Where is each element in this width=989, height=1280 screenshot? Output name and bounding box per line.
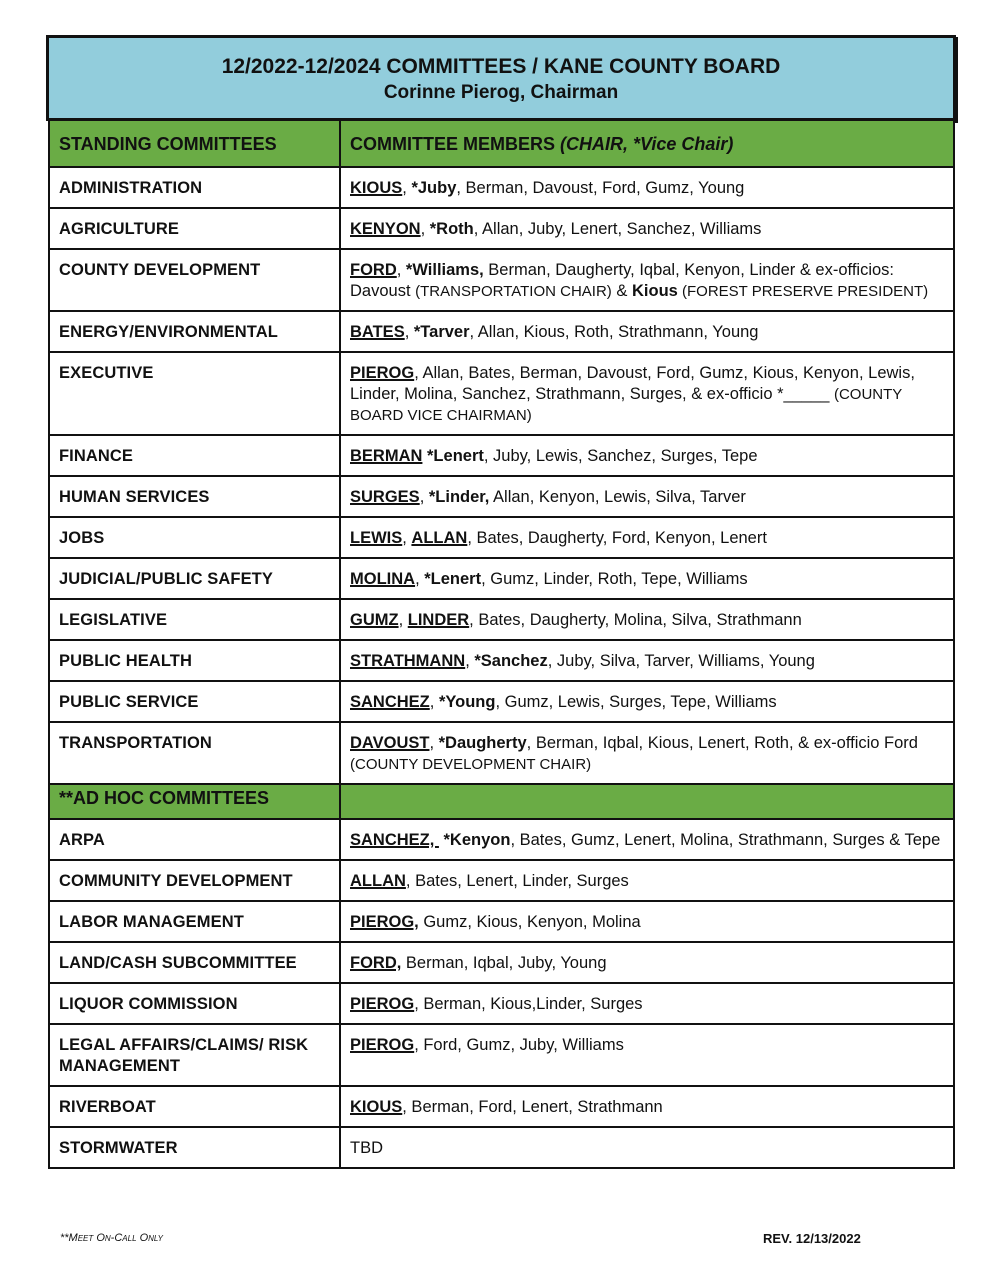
committee-row bbox=[49, 1024, 954, 1086]
vice-chair-name: *Linder, bbox=[428, 488, 490, 506]
committee-row bbox=[49, 983, 954, 1024]
committee-row bbox=[49, 167, 954, 208]
committee-row bbox=[49, 819, 954, 860]
committee-row bbox=[49, 1127, 954, 1168]
member-list: , Allan, Juby, Lenert, Sanchez, Williams bbox=[473, 220, 762, 238]
member-list: , Juby, Lewis, Sanchez, Surges, Tepe bbox=[483, 447, 758, 465]
committee-members bbox=[340, 311, 954, 352]
committee-members bbox=[340, 352, 954, 435]
separator: , bbox=[419, 488, 429, 506]
chair-name: KIOUS bbox=[350, 179, 403, 197]
committee-members bbox=[340, 681, 954, 722]
separator: , bbox=[404, 323, 414, 341]
co-chair-name: LINDER bbox=[407, 611, 470, 629]
member-list: , Bates, Daugherty, Molina, Silva, Strathmann bbox=[469, 611, 802, 629]
committee-name: HUMAN SERVICES bbox=[49, 476, 340, 517]
document-title: 12/2022-12/2024 COMMITTEES / KANE COUNTY BOARD bbox=[221, 55, 781, 78]
committee-name: PUBLIC SERVICE bbox=[49, 681, 340, 722]
committee-members bbox=[340, 722, 954, 784]
committee-members bbox=[340, 435, 954, 476]
member-list: , Allan, Kious, Roth, Strathmann, Young bbox=[469, 323, 759, 341]
member-list: Allan, Bates, Berman, Davoust, Ford, Gumz, Kious, Kenyon, Lewis, Linder, Molina, Sanchez, Strathmann, Surges, & ex-officio *_____ bbox=[350, 364, 915, 403]
committee-name: LAND/CASH SUBCOMMITTEE bbox=[49, 942, 340, 983]
committee-members bbox=[340, 1086, 954, 1127]
vice-chair-name: *Sanchez bbox=[474, 652, 548, 670]
separator: , bbox=[429, 734, 439, 752]
member-list: , Bates, Gumz, Lenert, Molina, Strathmann, Surges & Tepe bbox=[510, 831, 941, 849]
committee-row bbox=[49, 249, 954, 311]
committee-row bbox=[49, 860, 954, 901]
separator: , bbox=[402, 179, 412, 197]
committee-name: PUBLIC HEALTH bbox=[49, 640, 340, 681]
separator: , bbox=[402, 529, 412, 547]
committee-members bbox=[340, 640, 954, 681]
role-note: (TRANSPORTATION CHAIR) bbox=[415, 283, 612, 300]
member-list: , Bates, Daugherty, Ford, Kenyon, Lenert bbox=[467, 529, 767, 547]
chair-name: LEWIS bbox=[350, 529, 403, 547]
chair-name: KENYON bbox=[350, 220, 421, 238]
committee-row bbox=[49, 435, 954, 476]
members-header-legend: (CHAIR, *Vice Chair) bbox=[560, 134, 734, 154]
committee-name: COMMUNITY DEVELOPMENT bbox=[49, 860, 340, 901]
member-list: Berman, Daugherty, Iqbal, Kenyon, Linder & ex-officios: Davoust bbox=[350, 261, 894, 300]
committee-row bbox=[49, 558, 954, 599]
separator: , bbox=[398, 611, 408, 629]
committee-name: LABOR MANAGEMENT bbox=[49, 901, 340, 942]
committee-name: LEGAL AFFAIRS/CLAIMS/ RISK MANAGEMENT bbox=[49, 1024, 340, 1086]
separator: , bbox=[396, 261, 406, 279]
committee-row bbox=[49, 208, 954, 249]
committee-row bbox=[49, 901, 954, 942]
committee-name: RIVERBOAT bbox=[49, 1086, 340, 1127]
members-column-header bbox=[340, 120, 954, 167]
committee-row bbox=[49, 352, 954, 435]
committee-row bbox=[49, 517, 954, 558]
chair-name: SURGES bbox=[350, 488, 420, 506]
member-list: , Juby, Silva, Tarver, Williams, Young bbox=[547, 652, 815, 670]
member-list: Gumz, Kious, Kenyon, Molina bbox=[418, 913, 641, 931]
standing-column-header: STANDING COMMITTEES bbox=[49, 120, 340, 167]
document-subtitle: Corinne Pierog, Chairman bbox=[383, 82, 619, 103]
committee-members bbox=[340, 599, 954, 640]
vice-chair-name: *Kenyon bbox=[443, 831, 511, 849]
separator: & bbox=[611, 282, 632, 300]
committee-row bbox=[49, 311, 954, 352]
chair-name: STRATHMANN bbox=[350, 652, 466, 670]
role-note: (FOREST PRESERVE PRESIDENT) bbox=[677, 283, 929, 300]
separator: , bbox=[415, 570, 425, 588]
member-list: , Gumz, Linder, Roth, Tepe, Williams bbox=[481, 570, 748, 588]
committee-name: AGRICULTURE bbox=[49, 208, 340, 249]
vice-chair-name: *Roth bbox=[429, 220, 474, 238]
chair-name: DAVOUST bbox=[350, 734, 430, 752]
committee-name: FINANCE bbox=[49, 435, 340, 476]
committee-name: COUNTY DEVELOPMENT bbox=[49, 249, 340, 311]
committee-members bbox=[340, 208, 954, 249]
chair-name: PIEROG bbox=[350, 995, 415, 1013]
revision-date: REV. 12/13/2022 bbox=[763, 1231, 861, 1246]
committees-table bbox=[48, 119, 955, 1169]
role-note: (COUNTY DEVELOPMENT CHAIR) bbox=[350, 756, 592, 773]
member-list: , Ford, Gumz, Juby, Williams bbox=[414, 1036, 624, 1054]
chair-name: FORD bbox=[350, 261, 397, 279]
committee-name: JUDICIAL/PUBLIC SAFETY bbox=[49, 558, 340, 599]
separator: , bbox=[465, 652, 475, 670]
ex-officio-name: Kious bbox=[631, 282, 678, 300]
committee-members bbox=[340, 558, 954, 599]
co-chair-name: ALLAN bbox=[411, 529, 468, 547]
vice-chair-name: *Williams, bbox=[405, 261, 484, 279]
vice-chair-name: *Young bbox=[438, 693, 496, 711]
member-list: , Bates, Lenert, Linder, Surges bbox=[405, 872, 629, 890]
chair-name: SANCHEZ bbox=[350, 693, 430, 711]
member-list: , Berman, Davoust, Ford, Gumz, Young bbox=[456, 179, 745, 197]
vice-chair-name: *Lenert bbox=[427, 447, 484, 465]
separator: , bbox=[420, 220, 430, 238]
committee-name: LIQUOR COMMISSION bbox=[49, 983, 340, 1024]
committee-row bbox=[49, 1086, 954, 1127]
chair-name: PIEROG, bbox=[350, 913, 419, 931]
chair-name: ALLAN bbox=[350, 872, 406, 890]
committee-members bbox=[340, 249, 954, 311]
chair-name: BATES bbox=[350, 323, 405, 341]
role-note: (COUNTY BOARD VICE CHAIRMAN) bbox=[350, 386, 903, 424]
committee-name: ADMINISTRATION bbox=[49, 167, 340, 208]
committee-members bbox=[340, 517, 954, 558]
member-list: , Berman, Iqbal, Kious, Lenert, Roth, & ex-officio Ford bbox=[526, 734, 918, 752]
adhoc-header-row bbox=[49, 784, 954, 819]
committee-name: TRANSPORTATION bbox=[49, 722, 340, 784]
committee-row bbox=[49, 476, 954, 517]
committee-name: JOBS bbox=[49, 517, 340, 558]
committee-name: EXECUTIVE bbox=[49, 352, 340, 435]
committee-members bbox=[340, 167, 954, 208]
separator: , bbox=[429, 693, 439, 711]
vice-chair-name: *Tarver bbox=[413, 323, 470, 341]
committee-members bbox=[340, 476, 954, 517]
chair-name: MOLINA bbox=[350, 570, 416, 588]
committee-members bbox=[340, 860, 954, 901]
committee-row bbox=[49, 722, 954, 784]
committee-name: LEGISLATIVE bbox=[49, 599, 340, 640]
member-list: , Berman, Kious,Linder, Surges bbox=[414, 995, 643, 1013]
chair-name: FORD, bbox=[350, 954, 402, 972]
chair-name: PIEROG bbox=[350, 364, 415, 382]
committee-members bbox=[340, 901, 954, 942]
committee-members bbox=[340, 983, 954, 1024]
chair-name: BERMAN bbox=[350, 447, 423, 465]
separator: , bbox=[414, 364, 419, 382]
vice-chair-name: *Lenert bbox=[424, 570, 482, 588]
member-list: , Gumz, Lewis, Surges, Tepe, Williams bbox=[495, 693, 777, 711]
committee-members bbox=[340, 819, 954, 860]
chair-name: GUMZ bbox=[350, 611, 399, 629]
committee-row bbox=[49, 599, 954, 640]
committee-members bbox=[340, 1024, 954, 1086]
document-title-box bbox=[46, 35, 956, 121]
vice-chair-name: *Juby bbox=[411, 179, 457, 197]
committee-row bbox=[49, 640, 954, 681]
footer-note: **Meet On-Call Only bbox=[60, 1232, 163, 1244]
member-list: TBD bbox=[350, 1139, 383, 1157]
committee-row bbox=[49, 942, 954, 983]
chair-name: SANCHEZ, bbox=[350, 831, 439, 849]
members-header-label: COMMITTEE MEMBERS bbox=[350, 134, 560, 154]
adhoc-header-blank bbox=[340, 784, 954, 819]
member-list: Allan, Kenyon, Lewis, Silva, Tarver bbox=[489, 488, 746, 506]
committee-members bbox=[340, 1127, 954, 1168]
adhoc-section-header: **AD HOC COMMITTEES bbox=[49, 784, 340, 819]
committee-members bbox=[340, 942, 954, 983]
committee-name: ARPA bbox=[49, 819, 340, 860]
chair-name: PIEROG bbox=[350, 1036, 415, 1054]
committee-name: STORMWATER bbox=[49, 1127, 340, 1168]
vice-chair-name: *Daugherty bbox=[438, 734, 527, 752]
member-list: , Berman, Ford, Lenert, Strathmann bbox=[402, 1098, 663, 1116]
committee-row bbox=[49, 681, 954, 722]
chair-name: KIOUS bbox=[350, 1098, 403, 1116]
committee-name: ENERGY/ENVIRONMENTAL bbox=[49, 311, 340, 352]
member-list: Berman, Iqbal, Juby, Young bbox=[401, 954, 607, 972]
standing-header-row bbox=[49, 120, 954, 167]
